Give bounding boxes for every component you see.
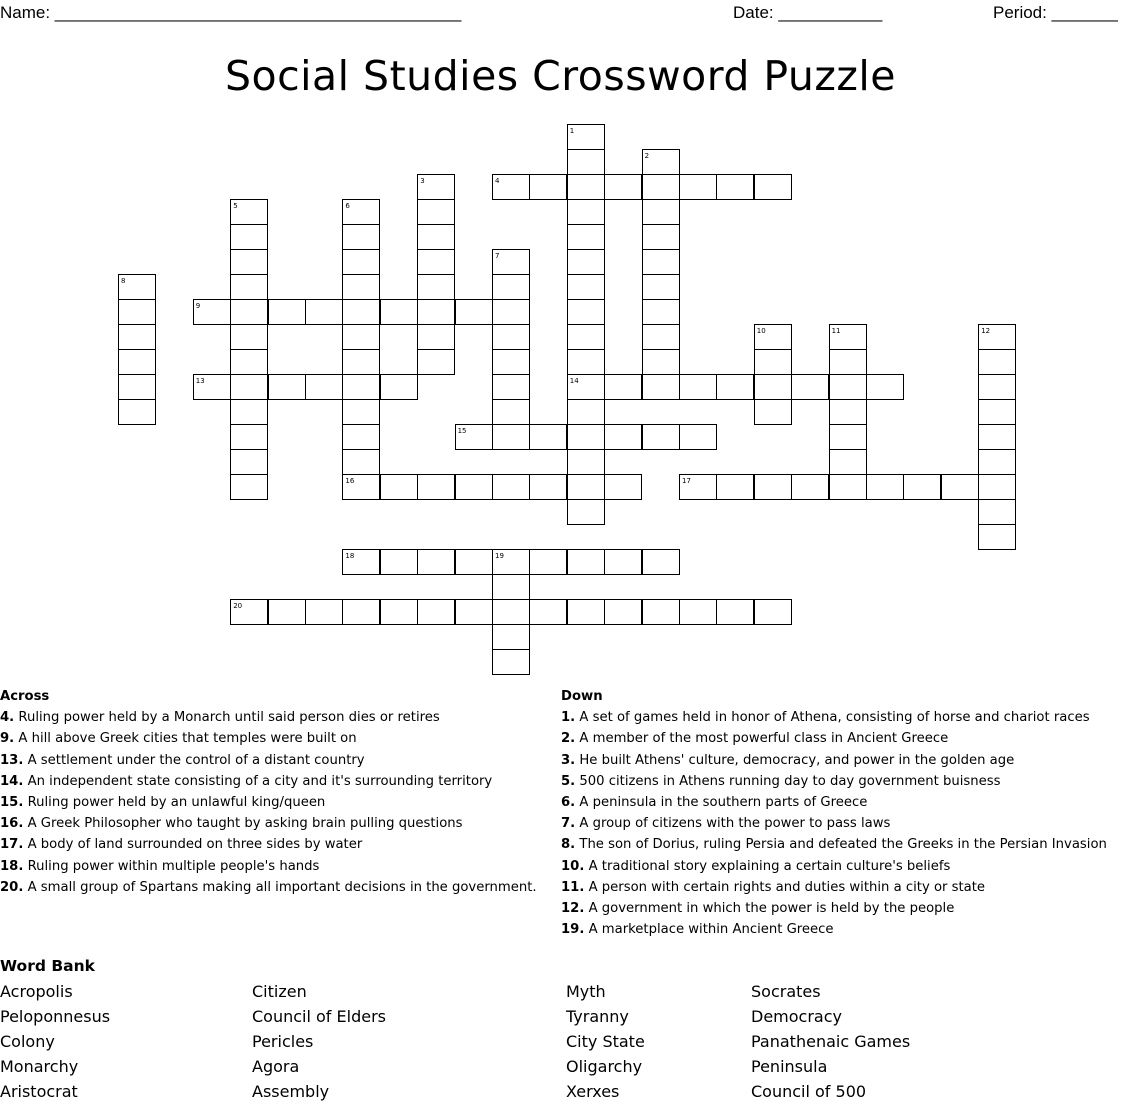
clue-number: 18. xyxy=(0,858,24,874)
crossword-cell[interactable] xyxy=(529,549,567,575)
crossword-cell[interactable] xyxy=(342,249,380,275)
clue-text: A small group of Spartans making all important decisions in the government. xyxy=(27,879,537,895)
clue-across-2 xyxy=(0,750,555,771)
crossword-cell[interactable] xyxy=(455,299,493,325)
crossword-cell[interactable] xyxy=(380,474,418,500)
crossword-cell[interactable] xyxy=(642,249,680,275)
word-bank-item: Council of Elders xyxy=(252,1007,386,1026)
crossword-cell[interactable] xyxy=(342,274,380,300)
clue-down-4 xyxy=(561,792,1121,813)
period-field[interactable]: Period: _______ xyxy=(993,3,1118,22)
crossword-cell[interactable] xyxy=(829,349,867,375)
cell-number: 11 xyxy=(831,327,841,335)
crossword-cell[interactable] xyxy=(829,474,867,500)
crossword-cell[interactable] xyxy=(604,424,642,450)
crossword-cell[interactable] xyxy=(754,174,792,200)
crossword-cell[interactable] xyxy=(492,374,530,400)
crossword-cell[interactable] xyxy=(791,474,829,500)
clue-number: 2. xyxy=(561,731,576,747)
clue-number: 15. xyxy=(0,795,24,811)
crossword-cell[interactable] xyxy=(604,174,642,200)
crossword-cell[interactable] xyxy=(342,449,380,475)
crossword-cell[interactable] xyxy=(903,474,941,500)
crossword-cell[interactable] xyxy=(268,374,306,400)
crossword-cell[interactable] xyxy=(230,274,268,300)
word-bank-item: Panathenaic Games xyxy=(751,1032,911,1051)
cell-number: 18 xyxy=(345,552,355,560)
cell-number: 2 xyxy=(644,152,650,160)
crossword-cell[interactable] xyxy=(118,399,156,425)
word-bank-item: Xerxes xyxy=(566,1082,620,1101)
clue-number: 6. xyxy=(561,795,576,811)
crossword-cell[interactable] xyxy=(380,299,418,325)
crossword-cell[interactable] xyxy=(679,424,717,450)
crossword-cell[interactable] xyxy=(754,474,792,500)
crossword-cell[interactable] xyxy=(642,349,680,375)
word-bank-item: Aristocrat xyxy=(0,1082,78,1101)
crossword-cell[interactable] xyxy=(230,424,268,450)
crossword-cell[interactable] xyxy=(866,474,904,500)
word-bank-item: Peninsula xyxy=(751,1057,828,1076)
cell-number: 9 xyxy=(195,302,201,310)
clue-text: A marketplace within Ancient Greece xyxy=(588,922,834,938)
crossword-cell[interactable] xyxy=(455,599,493,625)
clue-number: 5. xyxy=(561,773,576,789)
crossword-cell[interactable] xyxy=(492,324,530,350)
crossword-cell[interactable] xyxy=(642,324,680,350)
cell-number: 17 xyxy=(682,477,691,485)
down-clues xyxy=(561,686,1121,940)
clue-down-5 xyxy=(561,813,1121,834)
crossword-cell[interactable] xyxy=(529,424,567,450)
cell-number: 1 xyxy=(569,127,575,135)
clue-across-5 xyxy=(0,813,555,834)
crossword-cell[interactable] xyxy=(342,399,380,425)
crossword-cell[interactable] xyxy=(754,349,792,375)
crossword-cell[interactable] xyxy=(230,249,268,275)
crossword-cell[interactable] xyxy=(567,349,605,375)
cell-number: 14 xyxy=(569,377,579,385)
crossword-cell[interactable] xyxy=(567,274,605,300)
name-field[interactable]: Name: ___________________________________________ xyxy=(0,3,462,22)
cell-number: 6 xyxy=(345,202,350,210)
crossword-cell[interactable] xyxy=(342,424,380,450)
clue-text: A settlement under the control of a distant country xyxy=(27,752,365,768)
cell-number: 16 xyxy=(345,477,355,485)
crossword-cell[interactable] xyxy=(305,299,343,325)
crossword-cell[interactable] xyxy=(492,574,530,600)
clue-number: 11. xyxy=(561,879,585,895)
clue-number: 3. xyxy=(561,752,576,768)
crossword-cell[interactable] xyxy=(567,474,605,500)
crossword-cell[interactable] xyxy=(230,324,268,350)
word-bank-item: Assembly xyxy=(252,1082,330,1101)
clue-text: A Greek Philosopher who taught by asking brain pulling questions xyxy=(27,816,463,832)
clue-down-8 xyxy=(561,877,1121,898)
clue-down-10 xyxy=(561,919,1121,940)
down-heading: Down xyxy=(561,689,603,704)
crossword-cell[interactable] xyxy=(642,549,680,575)
word-bank-item: Peloponnesus xyxy=(0,1007,111,1026)
cell-number: 20 xyxy=(233,602,243,610)
clue-text: The son of Dorius, ruling Persia and defeated the Greeks in the Persian Invasion xyxy=(579,837,1107,853)
crossword-cell[interactable] xyxy=(978,424,1016,450)
crossword-cell[interactable] xyxy=(492,349,530,375)
crossword-cell[interactable] xyxy=(380,374,418,400)
crossword-cell[interactable] xyxy=(342,349,380,375)
crossword-cell[interactable] xyxy=(492,399,530,425)
crossword-cell[interactable] xyxy=(492,599,530,625)
crossword-cell[interactable] xyxy=(342,299,380,325)
crossword-cell[interactable] xyxy=(941,474,979,500)
crossword-cell[interactable] xyxy=(567,399,605,425)
word-bank-item: Citizen xyxy=(252,982,307,1001)
crossword-cell[interactable] xyxy=(230,299,268,325)
crossword-cell[interactable] xyxy=(567,599,605,625)
crossword-cell[interactable] xyxy=(604,374,642,400)
across-heading: Across xyxy=(0,689,50,704)
word-bank-item: Agora xyxy=(252,1057,300,1076)
crossword-cell[interactable] xyxy=(567,549,605,575)
clue-down-1 xyxy=(561,728,1121,749)
crossword-cell[interactable] xyxy=(642,374,680,400)
cell-number: 8 xyxy=(121,277,126,285)
date-field[interactable]: Date: ___________ xyxy=(733,3,883,22)
word-bank-item: City State xyxy=(566,1032,645,1051)
crossword-cell[interactable] xyxy=(455,549,493,575)
clue-text: Ruling power within multiple people's hands xyxy=(27,858,320,874)
crossword-cell[interactable] xyxy=(417,324,455,350)
crossword-cell[interactable] xyxy=(230,374,268,400)
crossword-cell[interactable] xyxy=(417,474,455,500)
word-bank-item: Acropolis xyxy=(0,982,73,1001)
cell-number: 10 xyxy=(756,327,766,335)
word-bank-item: Tyranny xyxy=(566,1007,629,1026)
crossword-cell[interactable] xyxy=(642,599,680,625)
crossword-cell[interactable] xyxy=(417,199,455,225)
clue-down-9 xyxy=(561,898,1121,919)
crossword-cell[interactable] xyxy=(492,274,530,300)
crossword-cell[interactable] xyxy=(567,424,605,450)
clue-text: A set of games held in honor of Athena, consisting of horse and chariot races xyxy=(579,710,1090,726)
crossword-cell[interactable] xyxy=(567,149,605,175)
clue-number: 19. xyxy=(561,922,585,938)
clue-across-7 xyxy=(0,856,555,877)
crossword-cell[interactable] xyxy=(679,599,717,625)
crossword-cell[interactable] xyxy=(716,474,754,500)
clue-text: A peninsula in the southern parts of Greece xyxy=(579,795,868,811)
word-bank-item: Pericles xyxy=(252,1032,314,1051)
word-bank-item: Socrates xyxy=(751,982,821,1001)
clue-across-4 xyxy=(0,792,555,813)
clue-across-6 xyxy=(0,834,555,855)
crossword-cell[interactable] xyxy=(604,549,642,575)
crossword-cell[interactable] xyxy=(268,599,306,625)
crossword-cell[interactable] xyxy=(978,349,1016,375)
clue-text: A traditional story explaining a certain culture's beliefs xyxy=(588,858,951,874)
crossword-cell[interactable] xyxy=(118,299,156,325)
crossword-cell[interactable] xyxy=(230,474,268,500)
crossword-cell[interactable] xyxy=(342,599,380,625)
clue-text: A hill above Greek cities that temples were built on xyxy=(18,731,357,747)
cell-number: 13 xyxy=(195,377,205,385)
crossword-cell[interactable] xyxy=(342,374,380,400)
clue-across-0 xyxy=(0,707,555,728)
clue-text: A member of the most powerful class in Ancient Greece xyxy=(579,731,949,747)
crossword-cell[interactable] xyxy=(492,624,530,650)
crossword-cell[interactable] xyxy=(642,274,680,300)
clue-number: 10. xyxy=(561,858,585,874)
crossword-cell[interactable] xyxy=(268,299,306,325)
crossword-cell[interactable] xyxy=(866,374,904,400)
clue-number: 17. xyxy=(0,837,24,853)
crossword-cell[interactable] xyxy=(978,399,1016,425)
crossword-cell[interactable] xyxy=(567,174,605,200)
crossword-cell[interactable] xyxy=(604,599,642,625)
clue-number: 16. xyxy=(0,816,24,832)
clue-down-6 xyxy=(561,834,1121,855)
crossword-cell[interactable] xyxy=(679,374,717,400)
cell-number: 4 xyxy=(495,177,500,185)
clue-text: Ruling power held by a Monarch until said person dies or retires xyxy=(18,710,440,726)
crossword-cell[interactable] xyxy=(754,399,792,425)
crossword-cell[interactable] xyxy=(417,549,455,575)
clue-text: A person with certain rights and duties within a city or state xyxy=(588,879,986,895)
clue-number: 12. xyxy=(561,901,585,917)
clue-number: 14. xyxy=(0,773,24,789)
word-bank-item: Colony xyxy=(0,1032,55,1051)
clue-number: 20. xyxy=(0,879,24,895)
clue-text: A body of land surrounded on three sides by water xyxy=(27,837,363,853)
crossword-cell[interactable] xyxy=(529,599,567,625)
cell-number: 3 xyxy=(420,177,425,185)
cell-number: 12 xyxy=(981,327,991,335)
clue-down-0 xyxy=(561,707,1121,728)
crossword-cell[interactable] xyxy=(230,224,268,250)
across-clues xyxy=(0,686,555,898)
crossword-cell[interactable] xyxy=(567,449,605,475)
cell-number: 7 xyxy=(495,252,500,260)
clue-number: 1. xyxy=(561,710,576,726)
clue-text: 500 citizens in Athens running day to day government buisness xyxy=(579,773,1001,789)
crossword-cell[interactable] xyxy=(417,274,455,300)
crossword-cell[interactable] xyxy=(567,199,605,225)
crossword-cell[interactable] xyxy=(829,374,867,400)
word-bank-item: Myth xyxy=(566,982,606,1001)
crossword-cell[interactable] xyxy=(342,224,380,250)
crossword-cell[interactable] xyxy=(118,349,156,375)
crossword-cell[interactable] xyxy=(567,299,605,325)
crossword-cell[interactable] xyxy=(417,249,455,275)
crossword-cell[interactable] xyxy=(679,174,717,200)
crossword-cell[interactable] xyxy=(642,424,680,450)
crossword-cell[interactable] xyxy=(642,224,680,250)
page-title: Social Studies Crossword Puzzle xyxy=(224,52,897,100)
crossword-cell[interactable] xyxy=(492,424,530,450)
clue-number: 8. xyxy=(561,837,576,853)
cell-number: 5 xyxy=(233,202,238,210)
crossword-cell[interactable] xyxy=(829,399,867,425)
crossword-cell[interactable] xyxy=(230,399,268,425)
crossword-cell[interactable] xyxy=(230,349,268,375)
clue-across-1 xyxy=(0,728,555,749)
crossword-cell[interactable] xyxy=(529,474,567,500)
crossword-cell[interactable] xyxy=(342,324,380,350)
clue-across-3 xyxy=(0,771,555,792)
crossword-cell[interactable] xyxy=(567,249,605,275)
clue-text: A group of citizens with the power to pass laws xyxy=(579,816,891,832)
crossword-cell[interactable] xyxy=(380,549,418,575)
crossword-cell[interactable] xyxy=(305,374,343,400)
crossword-cell[interactable] xyxy=(567,499,605,525)
crossword-cell[interactable] xyxy=(791,374,829,400)
clue-text: He built Athens' culture, democracy, and power in the golden age xyxy=(579,752,1015,768)
clue-number: 9. xyxy=(0,731,15,747)
clue-down-3 xyxy=(561,771,1121,792)
crossword-cell[interactable] xyxy=(118,324,156,350)
crossword-cell[interactable] xyxy=(978,474,1016,500)
cell-number: 19 xyxy=(495,552,504,560)
crossword-cell[interactable] xyxy=(716,374,754,400)
crossword-cell[interactable] xyxy=(978,374,1016,400)
clue-number: 13. xyxy=(0,752,24,768)
crossword-cell[interactable] xyxy=(978,499,1016,525)
crossword-cell[interactable] xyxy=(642,299,680,325)
clue-across-8 xyxy=(0,877,555,898)
crossword-cell[interactable] xyxy=(642,199,680,225)
crossword-cell[interactable] xyxy=(567,324,605,350)
crossword-cell[interactable] xyxy=(492,649,530,675)
word-bank-item: Oligarchy xyxy=(566,1057,643,1076)
word-bank-item: Monarchy xyxy=(0,1057,79,1076)
clue-text: Ruling power held by an unlawful king/queen xyxy=(27,795,326,811)
crossword-cell[interactable] xyxy=(642,174,680,200)
crossword-cell[interactable] xyxy=(754,374,792,400)
crossword-cell[interactable] xyxy=(417,224,455,250)
crossword-cell[interactable] xyxy=(604,474,642,500)
crossword-cell[interactable] xyxy=(716,174,754,200)
crossword-cell[interactable] xyxy=(455,474,493,500)
crossword-cell[interactable] xyxy=(829,449,867,475)
cell-number: 15 xyxy=(457,427,467,435)
crossword-cell[interactable] xyxy=(417,299,455,325)
crossword-cell[interactable] xyxy=(754,599,792,625)
clue-number: 4. xyxy=(0,710,15,726)
crossword-cell[interactable] xyxy=(492,299,530,325)
crossword-cell[interactable] xyxy=(417,599,455,625)
crossword-cell[interactable] xyxy=(829,424,867,450)
crossword-cell[interactable] xyxy=(305,599,343,625)
clue-down-7 xyxy=(561,856,1121,877)
crossword-cell[interactable] xyxy=(716,599,754,625)
crossword-cell[interactable] xyxy=(492,474,530,500)
crossword-cell[interactable] xyxy=(230,449,268,475)
crossword-cell[interactable] xyxy=(118,374,156,400)
clue-text: A government in which the power is held by the people xyxy=(588,901,955,917)
crossword-cell[interactable] xyxy=(978,449,1016,475)
crossword-cell[interactable] xyxy=(529,174,567,200)
word-bank-item: Council of 500 xyxy=(751,1082,867,1101)
word-bank-title: Word Bank xyxy=(0,957,95,975)
crossword-cell[interactable] xyxy=(417,349,455,375)
clue-number: 7. xyxy=(561,816,576,832)
crossword-cell[interactable] xyxy=(380,599,418,625)
word-bank-item: Democracy xyxy=(751,1007,842,1026)
clue-text: An independent state consisting of a city and it's surrounding territory xyxy=(27,773,493,789)
clue-down-2 xyxy=(561,750,1121,771)
crossword-cell[interactable] xyxy=(978,524,1016,550)
crossword-cell[interactable] xyxy=(567,224,605,250)
